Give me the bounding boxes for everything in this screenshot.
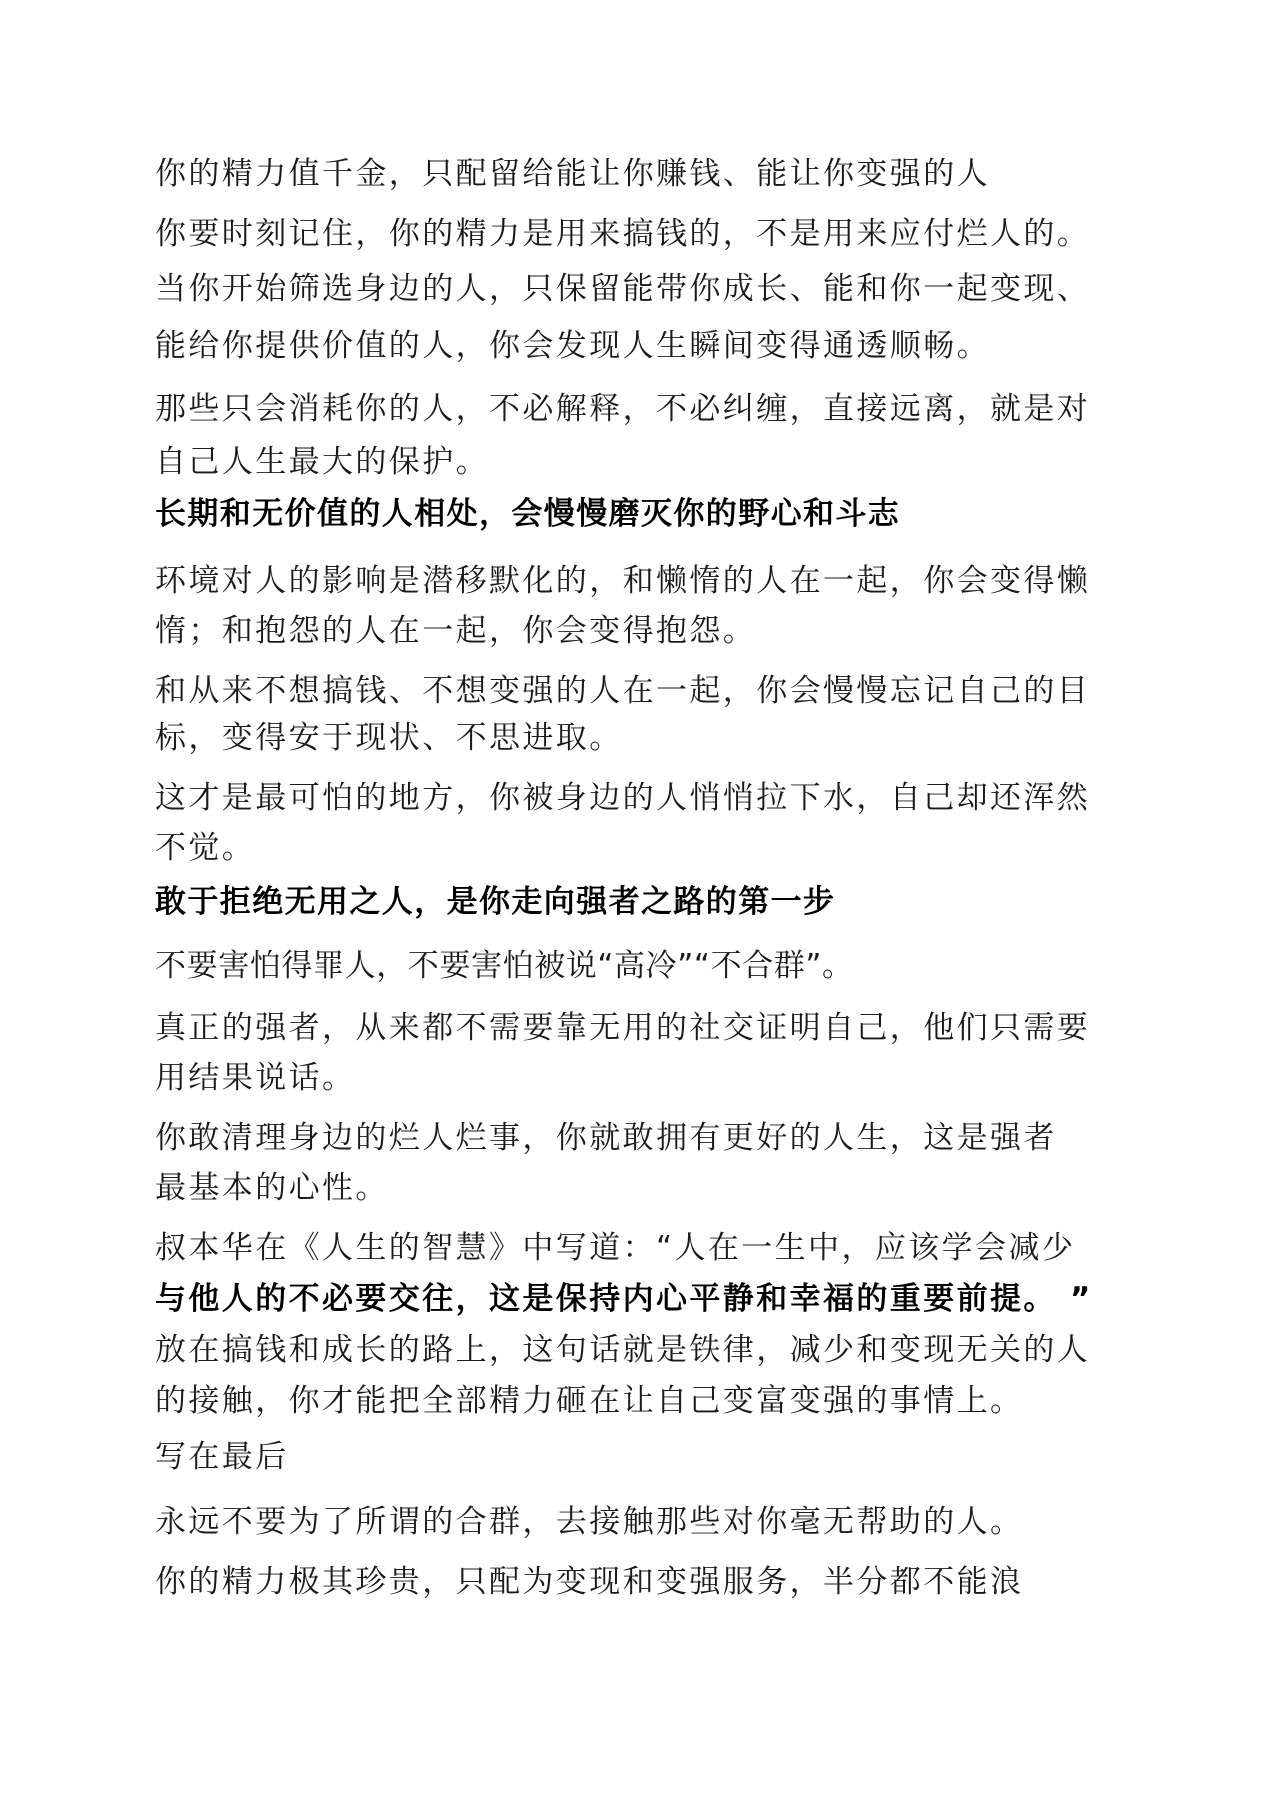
paragraph-line: 的接触，你才能把全部精力砸在让自己变富变强的事情上。: [155, 1383, 1024, 1419]
paragraph-line: 这才是最可怕的地方，你被身边的人悄悄拉下水，自己却还浑然: [155, 780, 1091, 816]
paragraph-line: 叔本华在《人生的智慧》中写道：“人在一生中，应该学会减少: [155, 1230, 1076, 1266]
paragraph-line: 放在搞钱和成长的路上，这句话就是铁律，减少和变现无关的人: [155, 1332, 1091, 1368]
paragraph-line: 你的精力极其珍贵，只配为变现和变强服务，半分都不能浪: [155, 1564, 1024, 1600]
paragraph-line: 用结果说话。: [155, 1060, 356, 1096]
paragraph-line: 和从来不想搞钱、不想变强的人在一起，你会慢慢忘记自己的目: [155, 673, 1091, 709]
paragraph-line: 真正的强者，从来都不需要靠无用的社交证明自己，他们只需要: [155, 1010, 1091, 1046]
paragraph-line: 标，变得安于现状、不思进取。: [155, 720, 623, 756]
paragraph-line: 你敢清理身边的烂人烂事，你就敢拥有更好的人生，这是强者: [155, 1120, 1057, 1156]
section-heading: 敢于拒绝无用之人，是你走向强者之路的第一步: [155, 884, 836, 920]
paragraph-line: 当你开始筛选身边的人，只保留能带你成长、能和你一起变现、: [155, 271, 1091, 307]
paragraph-line: 最基本的心性。: [155, 1170, 389, 1206]
paragraph-line: 环境对人的影响是潜移默化的，和懒惰的人在一起，你会变得懒: [155, 563, 1091, 599]
paragraph-line: 能给你提供价值的人，你会发现人生瞬间变得通透顺畅。: [155, 328, 990, 364]
paragraph-line: 永远不要为了所谓的合群，去接触那些对你毫无帮助的人。: [155, 1504, 1024, 1540]
paragraph-line: 你要时刻记住，你的精力是用来搞钱的，不是用来应付烂人的。: [155, 216, 1091, 252]
paragraph-line: 那些只会消耗你的人，不必解释，不必纠缠，直接远离，就是对: [155, 391, 1091, 427]
quote-line-bold: 与他人的不必要交往，这是保持内心平静和幸福的重要前提。 ”: [155, 1281, 1093, 1317]
paragraph-line: 自己人生最大的保护。: [155, 444, 489, 480]
paragraph-line: 不觉。: [155, 830, 256, 866]
paragraph-line: 不要害怕得罪人，不要害怕被说“高冷”“不合群”。: [155, 948, 854, 984]
paragraph-line: 你的精力值千金，只配留给能让你赚钱、能让你变强的人: [155, 156, 990, 192]
section-subheading: 写在最后: [155, 1439, 289, 1475]
section-heading: 长期和无价值的人相处，会慢慢磨灭你的野心和斗志: [155, 496, 901, 532]
paragraph-line: 惰；和抱怨的人在一起，你会变得抱怨。: [155, 613, 757, 649]
